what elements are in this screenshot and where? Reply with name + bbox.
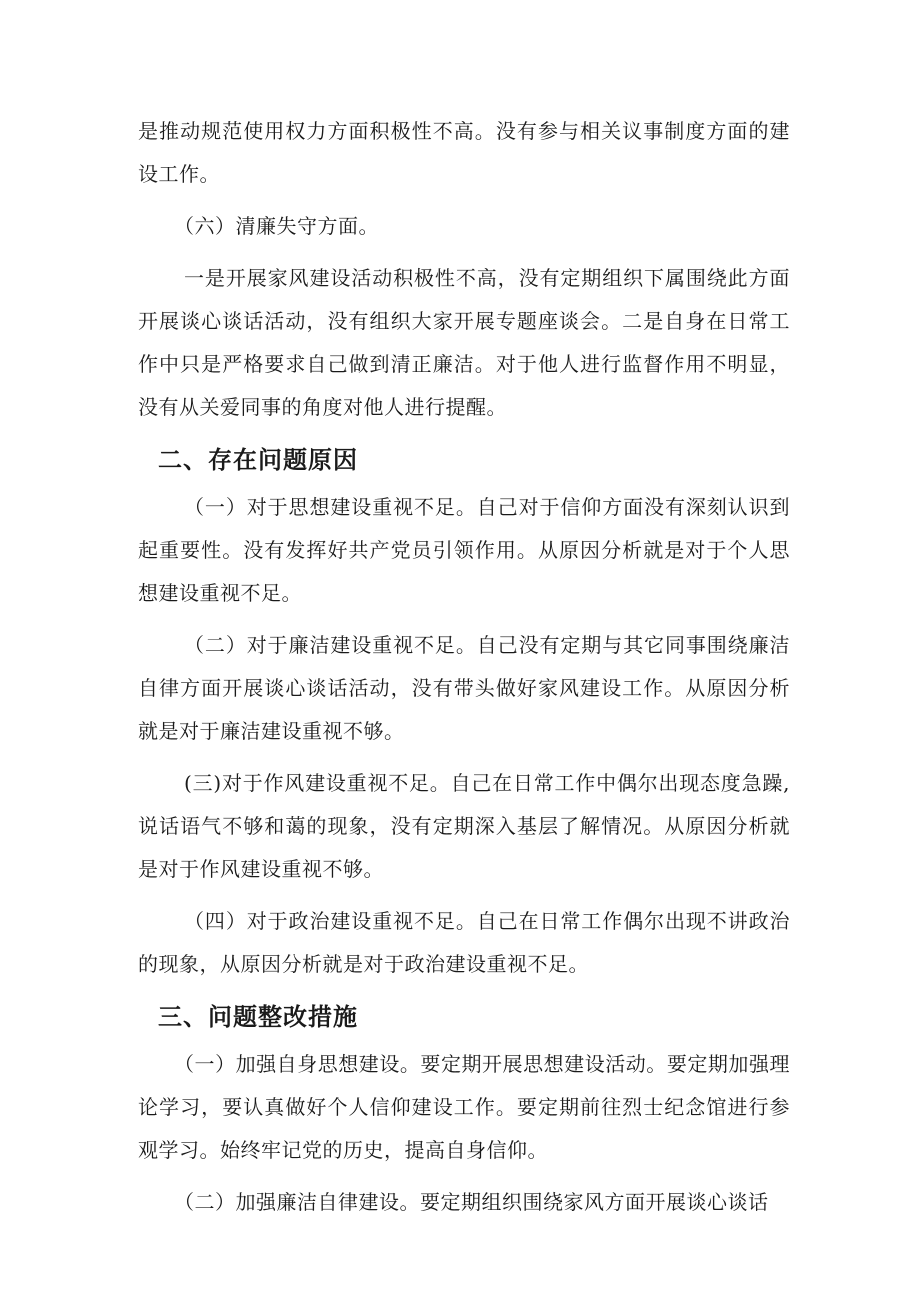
document-page bbox=[138, 110, 790, 1233]
cause-paragraph-3: (三)对于作风建设重视不足。自己在日常工作中偶尔出现态度急躁,说话语气不够和蔼的现象，没有定期深入基层了解情况。从原因分析就是对于作风建设重视不够。 bbox=[138, 771, 790, 881]
section-six-body: 一是开展家风建设活动积极性不高，没有定期组织下属围绕此方面开展谈心谈话活动，没有组织大家开展专题座谈会。二是自身在日常工作中只是严格要求自己做到清正廉洁。对于他人进行监督作用不明显，没有从关爱同事的角度对他人进行提醒。 bbox=[138, 266, 790, 419]
measure-paragraph-1: （一）加强自身思想建设。要定期开展思想建设活动。要定期加强理论学习，要认真做好个人信仰建设工作。要定期前往烈士纪念馆进行参观学习。始终牢记党的历史，提高自身信仰。 bbox=[138, 1052, 790, 1162]
cause-paragraph-1: （一）对于思想建设重视不足。自己对于信仰方面没有深刻认识到起重要性。没有发挥好共产党员引领作用。从原因分析就是对于个人思想建设重视不足。 bbox=[138, 495, 790, 605]
continuation-paragraph: 是推动规范使用权力方面积极性不高。没有参与相关议事制度方面的建设工作。 bbox=[138, 119, 790, 186]
heading-measures: 三、问题整改措施 bbox=[158, 1003, 358, 1031]
section-six-title: （六）清廉失守方面。 bbox=[174, 214, 379, 238]
measure-paragraph-2: （二）加强廉洁自律建设。要定期组织围绕家风方面开展谈心谈话 bbox=[174, 1190, 769, 1214]
heading-causes: 二、存在问题原因 bbox=[158, 446, 358, 474]
cause-paragraph-4: （四）对于政治建设重视不足。自己在日常工作偶尔出现不讲政治的现象，从原因分析就是对于政治建设重视不足。 bbox=[138, 909, 790, 976]
cause-paragraph-2: （二）对于廉洁建设重视不足。自己没有定期与其它同事围绕廉洁自律方面开展谈心谈话活动，没有带头做好家风建设工作。从原因分析就是对于廉洁建设重视不够。 bbox=[138, 633, 790, 743]
